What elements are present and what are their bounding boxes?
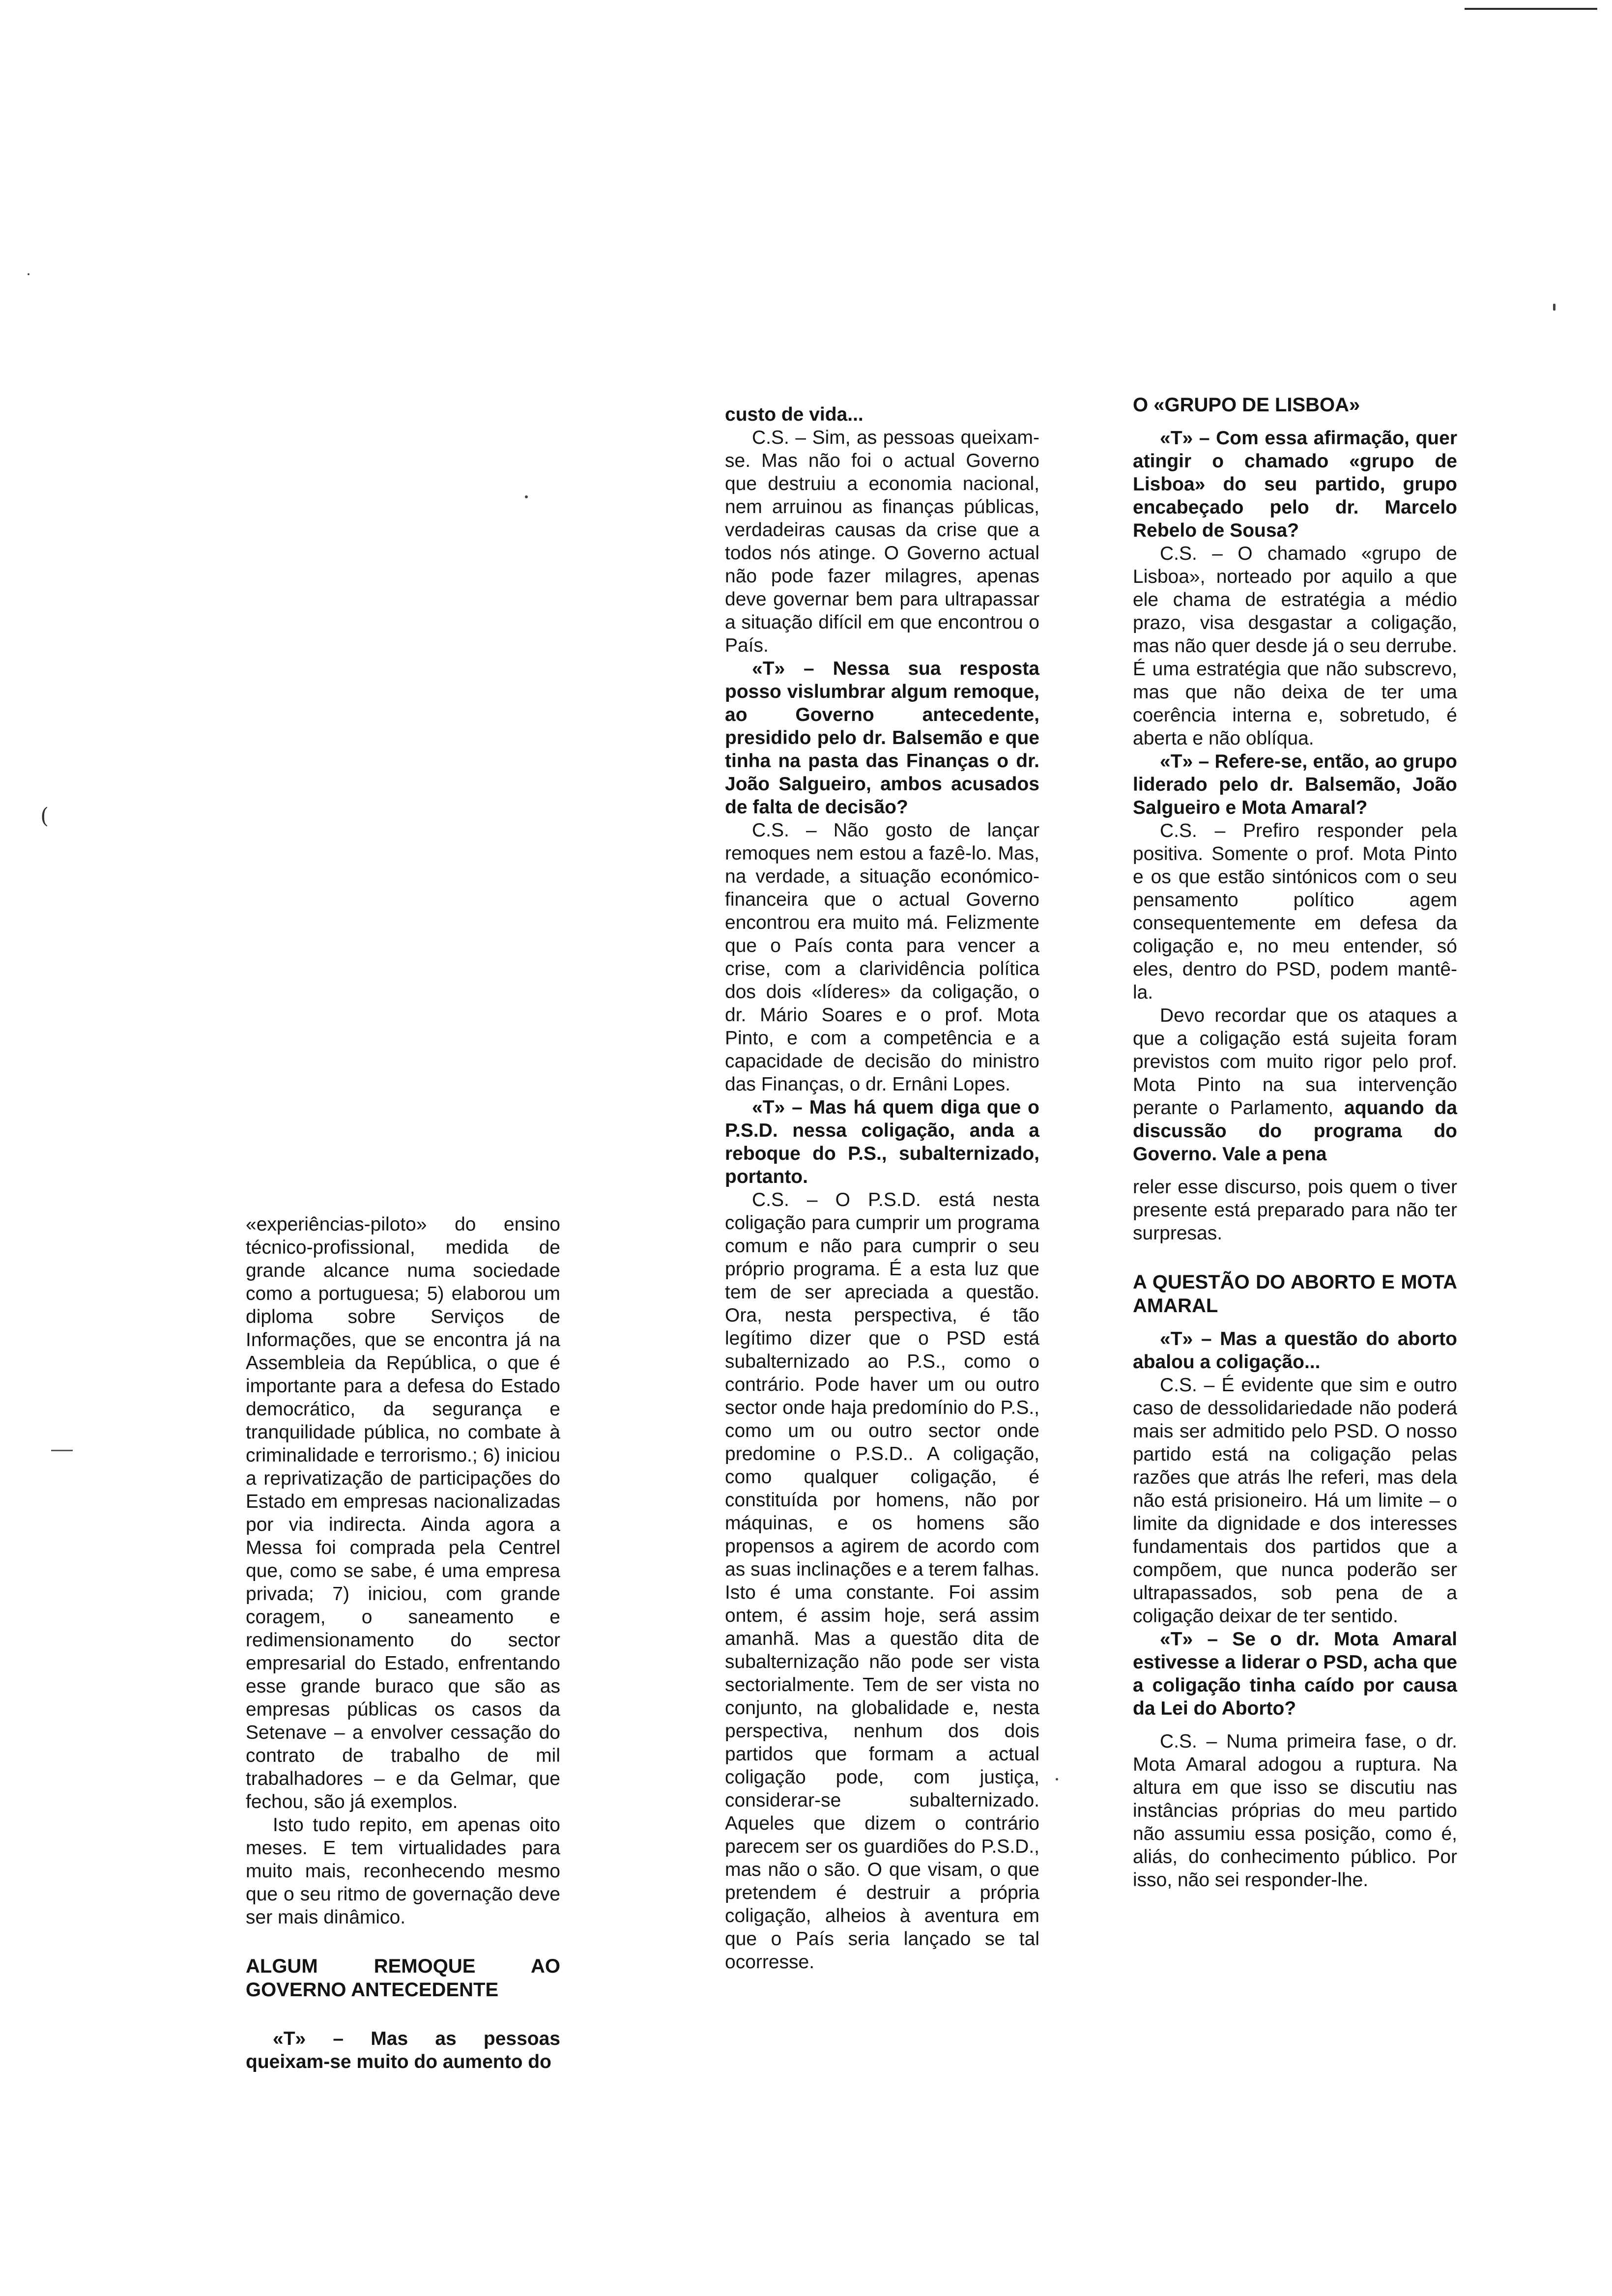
interview-question: «T» – Refere-se, então, ao grupo liderado pelo dr. Balsemão, João Salgueiro e Mota Amaral? <box>1133 751 1457 818</box>
answer-text: Devo recordar que os ataques a que a coligação está sujeita foram previstos com muito rigor pelo prof. Mota Pinto na sua intervenção perante o Parlamento, <box>1133 1005 1457 1119</box>
interview-question: «T» – Mas as pessoas queixam-se muito do aumento do <box>246 2028 560 2072</box>
interview-answer: C.S. – Sim, as pessoas queixam-se. Mas não foi o actual Governo que destruiu a economia nacional, nem arruinou as finanças públicas, verdadeiras causas da crise que a todos nós atinge. O Governo actual não pode fazer milagres, apenas deve governar bem para ultrapassar a situação difícil em que encontrou o País. <box>725 427 1039 656</box>
interview-answer: C.S. – O chamado «grupo de Lisboa», norteado por aquilo a que ele chama de estratégia a médio prazo, visa desgastar a coligação, mas não quer desde já o seu derrube. É uma estratégia que não subscrevo, mas que não deixa de ter uma coerência interna e, sobretudo, é aberta e não oblíqua. <box>1133 543 1457 749</box>
section-heading: O «GRUPO DE LISBOA» <box>1133 394 1360 416</box>
interview-question: «T» – Nessa sua resposta posso vislumbrar algum remoque, ao Governo antecedente, presidido pelo dr. Balsemão e que tinha na pasta das Finanças o dr. João Salgueiro, ambos acusados de falta de decisão? <box>725 658 1039 818</box>
paragraph: «experiências-piloto» do ensino técnico-profissional, medida de grande alcance numa sociedade como a portuguesa; 5) elaborou um diploma sobre Serviços de Informações, que se encontra já na Assembleia da República, o que é importante para a defesa do Estado democrático, da segurança e tranquilidade pública, no combate à criminalidade e terrorismo.; 6) iniciou a reprivatização de participações do Estado em empresas nacionalizadas por via indirecta. Ainda agora a Messa foi comprada pela Centrel que, como se sabe, é uma empresa privada; 7) iniciou, com grande coragem, o saneamento e redimensionamento do sector empresarial do Estado, enfrentando esse grande buraco que são as empresas públicas os casos da Setenave – a envolver cessação do contrato de trabalho de mil trabalhadores – e da Gelmar, que fechou, são já exemplos. <box>246 1214 560 1812</box>
scan-speck <box>525 495 528 498</box>
answer-text-bold: aquando da discussão do programa do Governo. Vale a pena <box>1133 1097 1457 1165</box>
section-heading: A QUESTÃO DO ABORTO E MOTA AMARAL <box>1133 1271 1457 1317</box>
interview-answer: reler esse discurso, pois quem o tiver presente está preparado para não ter surpresas. <box>1133 1177 1457 1244</box>
interview-question: «T» – Mas a questão do aborto abalou a coligação... <box>1133 1328 1457 1373</box>
interview-answer: C.S. – É evidente que sim e outro caso de dessolidariedade não poderá mais ser admitido pelo PSD. O nosso partido está na coligação pelas razões que atrás lhe referi, mas dela não está prisioneiro. Há um limite – o limite da dignidade e dos interesses fundamentais dos partidos que a compõem, que nunca poderão ser ultrapassados, sob pena de a coligação deixar de ter sentido. <box>1133 1375 1457 1627</box>
interview-question: custo de vida... <box>725 404 864 425</box>
interview-answer: C.S. – Numa primeira fase, o dr. Mota Amaral adogou a ruptura. Na altura em que isso se discutiu nas instâncias próprias do meu partido não assumiu essa posição, como é, aliás, do conhecimento público. Por isso, não sei responder-lhe. <box>1133 1731 1457 1891</box>
interview-question: «T» – Mas há quem diga que o P.S.D. nessa coligação, anda a reboque do P.S., subalternizado, portanto. <box>725 1097 1039 1187</box>
scan-speck <box>1553 304 1555 311</box>
paragraph: Isto tudo repito, em apenas oito meses. E tem virtualidades para muito mais, reconhecendo mesmo que o seu ritmo de governação deve ser mais dinâmico. <box>246 1814 560 1928</box>
column-right <box>1133 393 1457 1892</box>
top-rule <box>1465 8 1597 10</box>
scan-speck <box>28 273 29 275</box>
scan-dash <box>51 1450 73 1451</box>
scan-speck <box>1056 1778 1058 1780</box>
interview-answer <box>1133 1004 1457 1166</box>
scan-mark: ( <box>40 804 49 829</box>
interview-answer: C.S. – O P.S.D. está nesta coligação para cumprir um programa comum e não para cumprir o seu próprio programa. É a esta luz que tem de ser apreciada a questão. Ora, nesta perspectiva, é tão legítimo dizer que o PSD está subalternizado ao P.S., como o contrário. Pode haver um ou outro sector onde haja predomínio do P.S., como um ou outro sector onde predomine o P.S.D.. A coligação, como qualquer coligação, é constituída por homens, não por máquinas, e os homens são propensos a agirem de acordo com as suas inclinações e a terem falhas. Isto é uma constante. Foi assim ontem, é assim hoje, será assim amanhã. Mas a questão dita de subalternização não pode ser vista sectorialmente. Tem de ser vista no conjunto, na globalidade e, nesta perspectiva, nenhum dos dois partidos que formam a actual coligação pode, com justiça, considerar-se subalternizado. Aqueles que dizem o contrário parecem ser os guardiões do P.S.D., mas não o são. O que visam, o que pretendem é destruir a própria coligação, alheios à aventura em que o País seria lançado se tal ocorresse. <box>725 1189 1039 1973</box>
column-left <box>246 1213 560 2073</box>
interview-question: «T» – Com essa afirmação, quer atingir o chamado «grupo de Lisboa» do seu partido, grupo encabeçado pelo dr. Marcelo Rebelo de Sousa? <box>1133 428 1457 541</box>
interview-question: «T» – Se o dr. Mota Amaral estivesse a liderar o PSD, acha que a coligação tinha caído por causa da Lei do Aborto? <box>1133 1629 1457 1719</box>
interview-answer: C.S. – Prefiro responder pela positiva. Somente o prof. Mota Pinto e os que estão sintónicos com o seu pensamento político agem consequentemente em defesa da coligação e, no meu entender, só eles, dentro do PSD, podem mantê-la. <box>1133 820 1457 1003</box>
column-middle <box>725 403 1039 1974</box>
section-heading: ALGUM REMOQUE AO GOVERNO ANTECEDENTE <box>246 1955 560 2001</box>
interview-answer: C.S. – Não gosto de lançar remoques nem estou a fazê-lo. Mas, na verdade, a situação económico-financeira que o actual Governo encontrou era muito má. Felizmente que o País conta para vencer a crise, com a clarividência política dos dois «líderes» da coligação, o dr. Mário Soares e o prof. Mota Pinto, e com a competência e a capacidade de decisão do ministro das Finanças, o dr. Ernâni Lopes. <box>725 820 1039 1095</box>
